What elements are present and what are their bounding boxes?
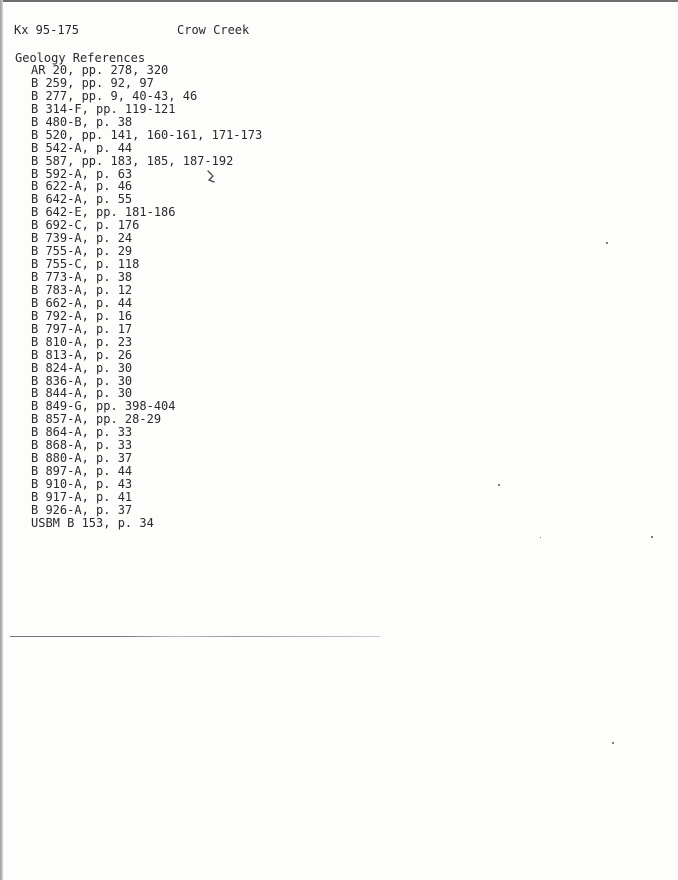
reference-item: B 783-A, p. 12 xyxy=(31,282,133,297)
reference-item: B 857-A, pp. 28-29 xyxy=(31,412,162,427)
reference-item: B 592-A, p. 63 xyxy=(31,166,133,181)
reference-item: B 836-A, p. 30 xyxy=(31,373,133,388)
reference-item: B 314-F, pp. 119-121 xyxy=(31,101,176,116)
horizontal-rule xyxy=(10,636,380,637)
reference-item: B 259, pp. 92, 97 xyxy=(31,75,154,90)
reference-item: B 773-A, p. 38 xyxy=(31,270,133,284)
card-id: Kx 95-175 xyxy=(14,23,80,37)
reference-item: B 739-A, p. 24 xyxy=(31,231,133,246)
page-left-edge xyxy=(0,0,3,880)
card-location-name: Crow Creek xyxy=(177,23,250,37)
reference-item: B 642-E, pp. 181-186 xyxy=(31,205,176,220)
reference-item: B 792-A, p. 16 xyxy=(31,308,133,323)
section-title: Geology References xyxy=(15,51,146,65)
reference-item: B 868-A, p. 33 xyxy=(31,438,133,453)
speck xyxy=(498,484,500,486)
reference-item: B 642-A, p. 55 xyxy=(31,192,133,207)
reference-item: B 480-B, p. 38 xyxy=(31,114,133,129)
reference-item: B 917-A, p. 41 xyxy=(31,489,133,504)
reference-item: B 662-A, p. 44 xyxy=(31,295,133,310)
reference-item: AR 20, pp. 278, 320 xyxy=(31,63,169,77)
reference-item: B 810-A, p. 23 xyxy=(31,334,133,349)
reference-item: B 542-A, p. 44 xyxy=(31,140,133,155)
reference-item: B 849-G, pp. 398-404 xyxy=(31,399,176,414)
reference-item: B 755-C, p. 118 xyxy=(31,257,140,272)
reference-item: B 926-A, p. 37 xyxy=(31,502,133,517)
reference-item: B 622-A, p. 46 xyxy=(31,179,133,194)
reference-item: B 844-A, p. 30 xyxy=(31,386,133,401)
reference-item: B 813-A, p. 26 xyxy=(31,347,133,362)
speck xyxy=(612,742,614,744)
reference-item: USBM B 153, p. 34 xyxy=(31,515,154,530)
reference-item: B 692-C, p. 176 xyxy=(31,218,140,233)
reference-item: B 797-A, p. 17 xyxy=(31,321,133,336)
reference-item: B 864-A, p. 33 xyxy=(31,425,133,440)
speck xyxy=(651,536,653,538)
reference-item: B 824-A, p. 30 xyxy=(31,360,133,375)
pencil-mark xyxy=(206,170,216,184)
reference-item: B 587, pp. 183, 185, 187-192 xyxy=(31,153,234,168)
reference-item: B 277, pp. 9, 40-43, 46 xyxy=(31,88,198,103)
reference-list xyxy=(31,64,262,530)
speck xyxy=(606,242,608,244)
reference-item: B 880-A, p. 37 xyxy=(31,451,133,466)
speck xyxy=(540,537,541,538)
reference-item: B 755-A, p. 29 xyxy=(31,244,133,259)
reference-item: B 520, pp. 141, 160-161, 171-173 xyxy=(31,127,263,142)
reference-item: B 910-A, p. 43 xyxy=(31,477,133,491)
page-top-edge xyxy=(0,0,678,2)
reference-item: B 897-A, p. 44 xyxy=(31,464,133,479)
